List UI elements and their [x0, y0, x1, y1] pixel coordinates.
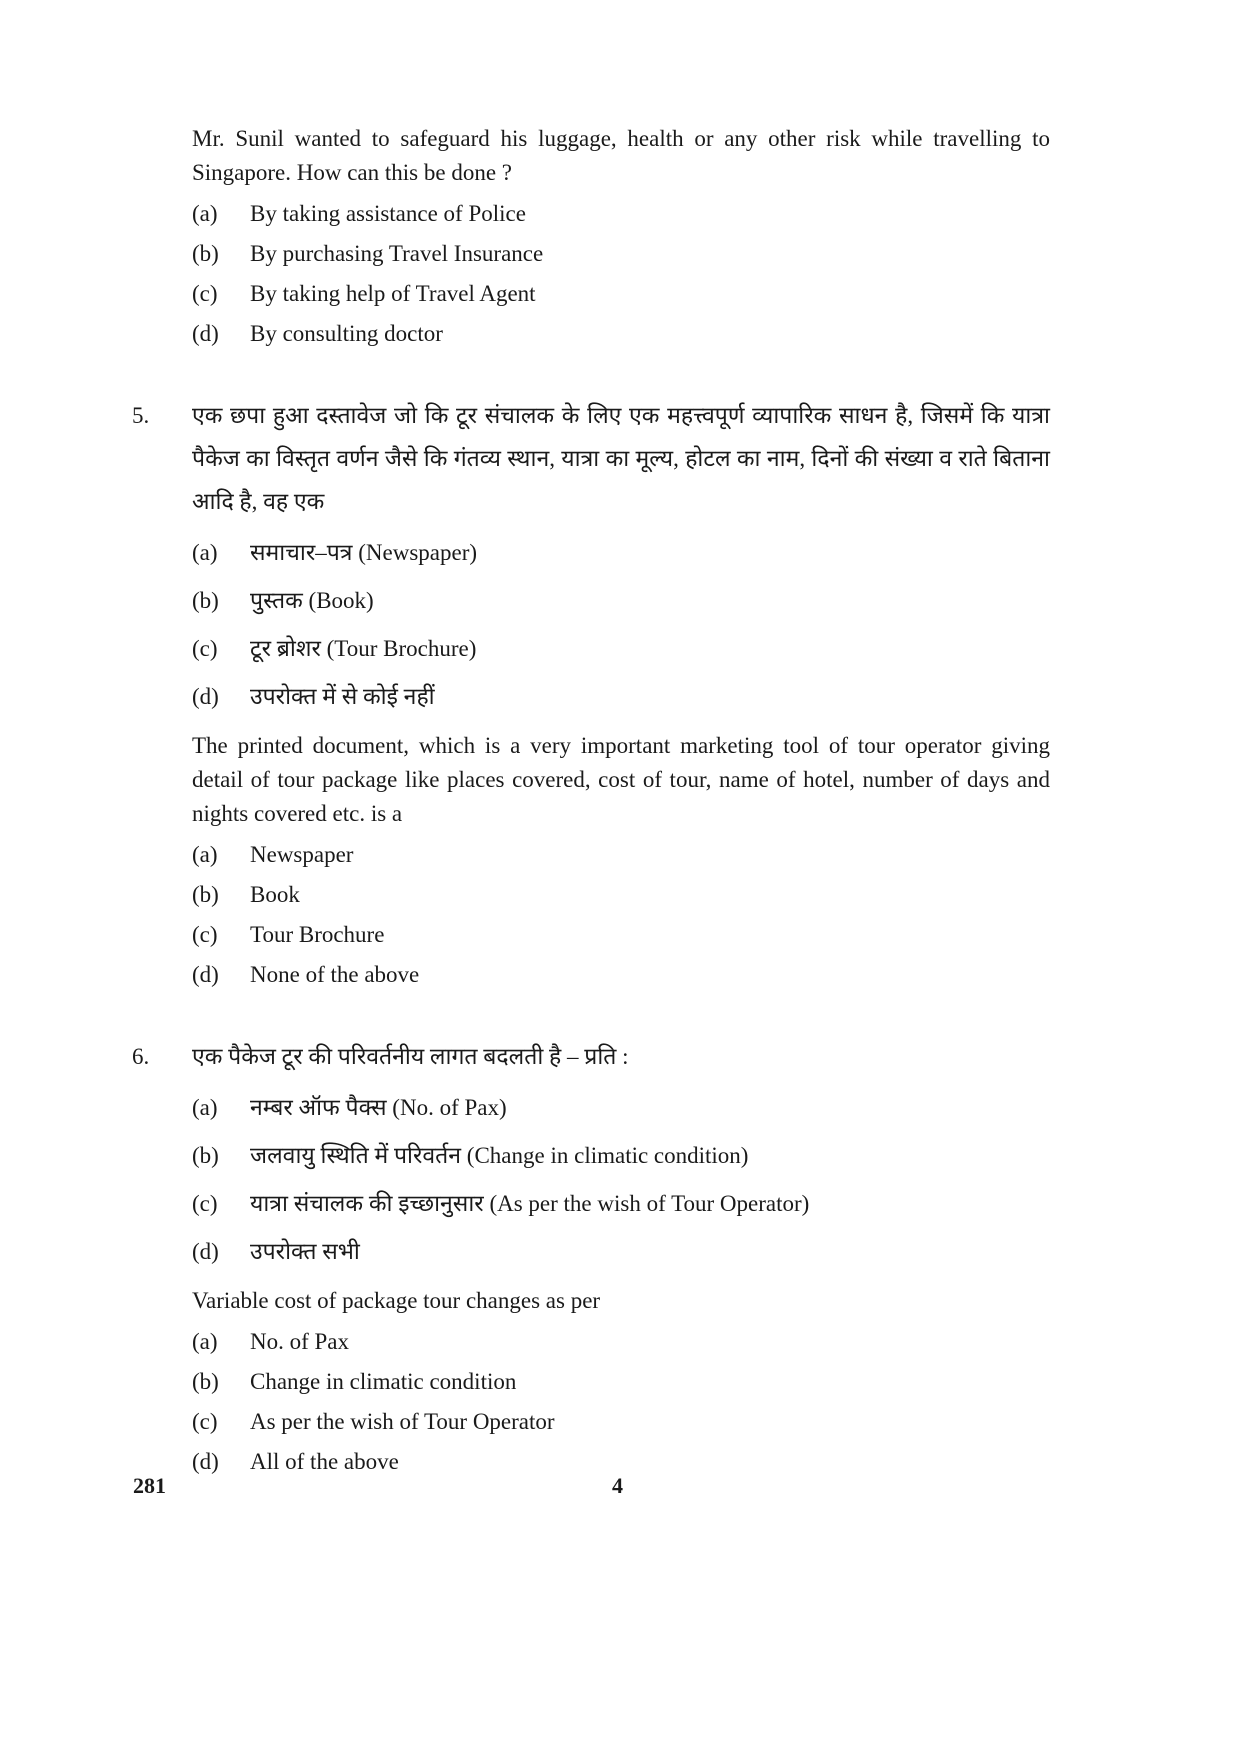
option-text: उपरोक्त में से कोई नहीं	[250, 684, 435, 709]
option-letter: (d)	[192, 321, 219, 346]
question-5	[132, 394, 1050, 995]
question-4-english-text: Mr. Sunil wanted to safeguard his luggage, health or any other risk while travelling to Singapore. How can this be done ?	[192, 126, 1050, 185]
question-5-hindi-text: एक छपा हुआ दस्तावेज जो कि टूर संचालक के लिए एक महत्त्वपूर्ण व्यापारिक साधन है, जिसमें कि यात्रा पैकेज का विस्तृत वर्णन जैसे कि गंतव्य स्थान, यात्रा का मूल्य, होटल का नाम, दिनों की संख्या व राते बिताना आदि है, वह एक	[192, 403, 1050, 514]
option-item	[192, 835, 1050, 875]
option-letter: (b)	[192, 241, 219, 266]
option-text: By consulting doctor	[250, 321, 443, 346]
option-letter: (b)	[192, 882, 219, 907]
option-text: टूर ब्रोशर (Tour Brochure)	[250, 636, 477, 661]
option-letter: (d)	[192, 1449, 219, 1474]
question-number: 5.	[132, 403, 150, 428]
option-letter: (b)	[192, 1369, 219, 1394]
option-text: By taking help of Travel Agent	[250, 281, 536, 306]
option-item	[192, 673, 1050, 721]
option-text: नम्बर ऑफ पैक्स (No. of Pax)	[250, 1095, 507, 1120]
option-item	[192, 1362, 1050, 1402]
option-text: As per the wish of Tour Operator	[250, 1409, 555, 1434]
option-text: None of the above	[250, 962, 420, 987]
question-4-english-options	[192, 194, 1050, 354]
option-item	[192, 314, 1050, 354]
question-6	[132, 1035, 1050, 1482]
option-item	[192, 915, 1050, 955]
option-item	[192, 234, 1050, 274]
option-item	[192, 1228, 1050, 1276]
paper-code: 281	[133, 1473, 166, 1498]
option-text: उपरोक्त सभी	[250, 1239, 360, 1264]
question-4-continued	[192, 122, 1050, 354]
option-item	[192, 955, 1050, 995]
option-item	[192, 1084, 1050, 1132]
option-item	[192, 274, 1050, 314]
option-text: समाचार–पत्र (Newspaper)	[250, 540, 478, 565]
option-text: By purchasing Travel Insurance	[250, 241, 544, 266]
question-6-english-options	[192, 1322, 1050, 1482]
option-text: All of the above	[250, 1449, 399, 1474]
question-5-hindi-options	[192, 529, 1050, 721]
option-item	[192, 625, 1050, 673]
question-6-hindi-text: एक पैकेज टूर की परिवर्तनीय लागत बदलती है – प्रति :	[192, 1044, 629, 1069]
option-letter: (c)	[192, 636, 218, 661]
option-letter: (b)	[192, 588, 219, 613]
option-letter: (c)	[192, 1409, 218, 1434]
option-text: Change in climatic condition	[250, 1369, 517, 1394]
question-6-english-text: Variable cost of package tour changes as per	[192, 1288, 601, 1313]
option-text: पुस्तक (Book)	[250, 588, 374, 613]
option-letter: (d)	[192, 962, 219, 987]
question-6-hindi-options	[192, 1084, 1050, 1276]
option-text: By taking assistance of Police	[250, 201, 526, 226]
option-letter: (c)	[192, 922, 218, 947]
option-letter: (a)	[192, 842, 218, 867]
option-letter: (c)	[192, 281, 218, 306]
option-letter: (a)	[192, 1329, 218, 1354]
option-text: यात्रा संचालक की इच्छानुसार (As per the wish of Tour Operator)	[250, 1191, 810, 1216]
option-letter: (c)	[192, 1191, 218, 1216]
option-item	[192, 1180, 1050, 1228]
option-text: जलवायु स्थिति में परिवर्तन (Change in climatic condition)	[250, 1143, 749, 1168]
option-item	[192, 529, 1050, 577]
question-number: 6.	[132, 1044, 150, 1069]
option-item	[192, 1132, 1050, 1180]
page-number: 4	[612, 1473, 623, 1498]
option-text: No. of Pax	[250, 1329, 350, 1354]
option-text: Book	[250, 882, 300, 907]
option-item	[192, 1322, 1050, 1362]
option-letter: (d)	[192, 1239, 219, 1264]
option-letter: (d)	[192, 684, 219, 709]
option-item	[192, 875, 1050, 915]
option-letter: (a)	[192, 201, 218, 226]
question-5-english-text: The printed document, which is a very important marketing tool of tour operator giving detail of tour package like places covered, cost of tour, name of hotel, number of days and nights covered etc. is a	[192, 733, 1050, 826]
page-content	[132, 122, 1050, 1482]
option-item	[192, 194, 1050, 234]
option-letter: (a)	[192, 1095, 218, 1120]
option-letter: (a)	[192, 540, 218, 565]
option-letter: (b)	[192, 1143, 219, 1168]
question-5-english-options	[192, 835, 1050, 995]
option-item	[192, 1402, 1050, 1442]
option-text: Tour Brochure	[250, 922, 385, 947]
option-item	[192, 577, 1050, 625]
option-text: Newspaper	[250, 842, 354, 867]
